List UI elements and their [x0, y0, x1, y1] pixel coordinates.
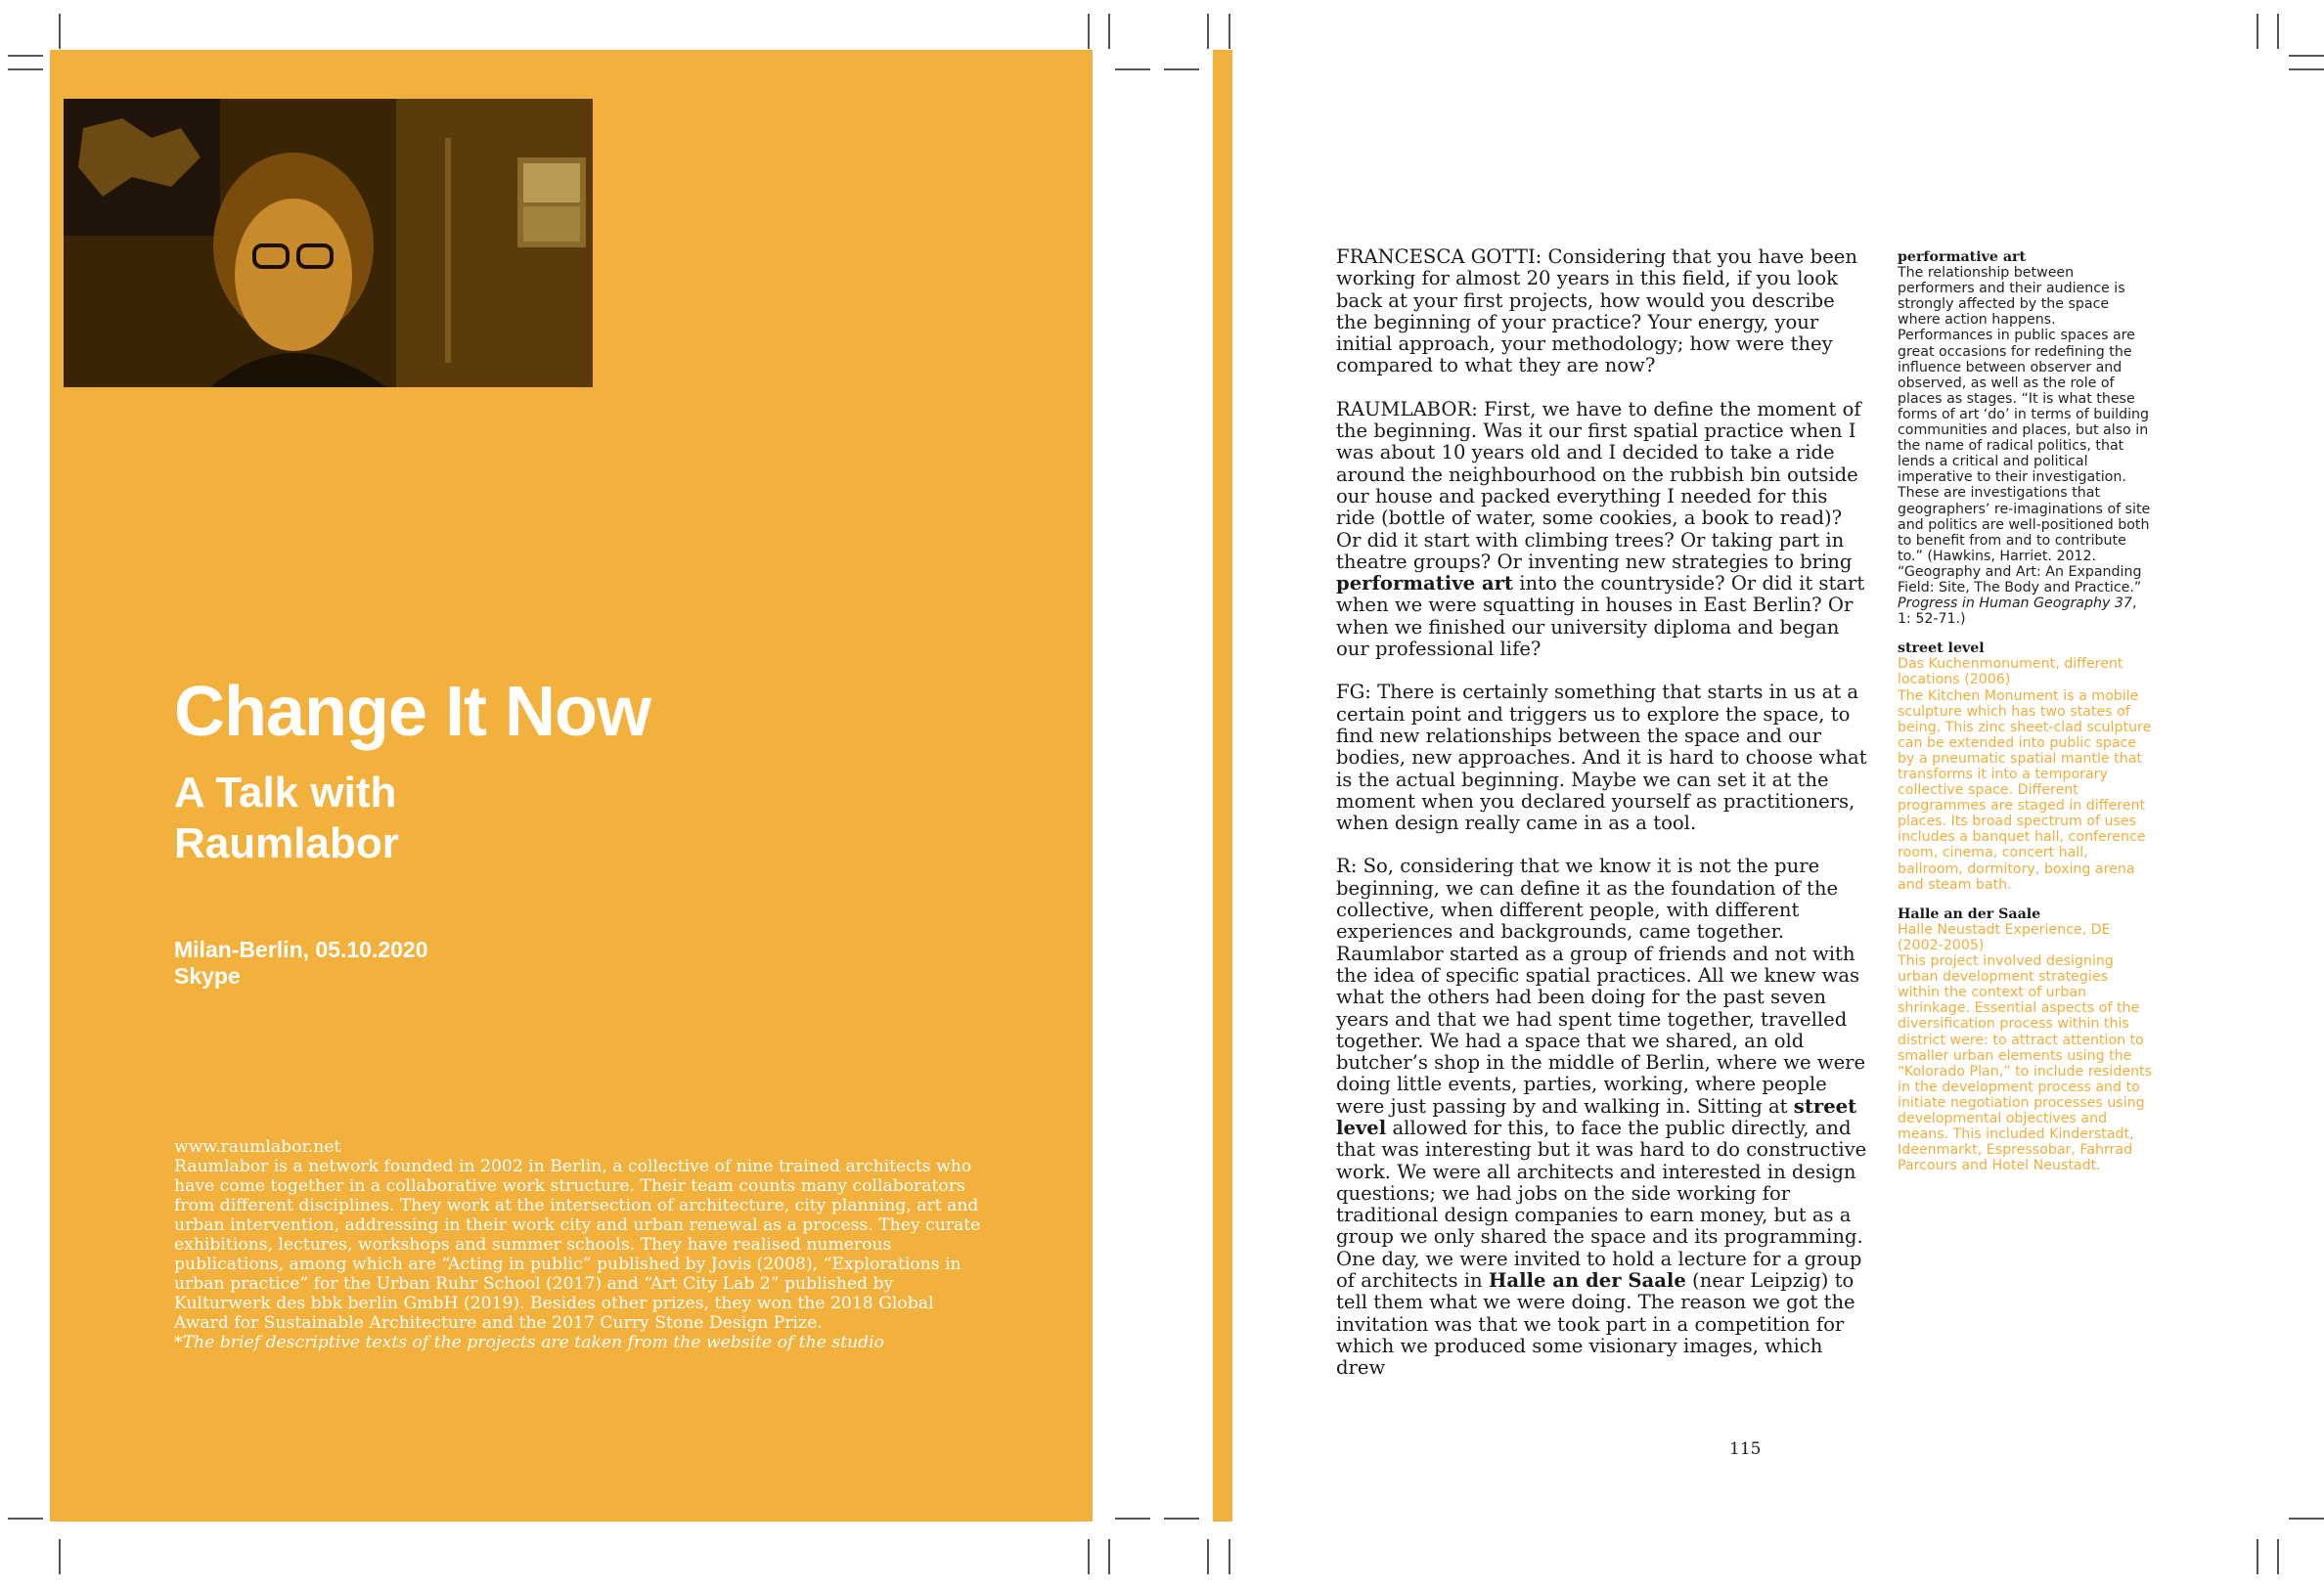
interview-meta	[174, 937, 428, 990]
crop-mark	[59, 1539, 61, 1574]
portrait-photo	[64, 99, 593, 387]
crop-mark	[1207, 14, 1209, 49]
crop-mark	[2289, 55, 2324, 57]
glossary-sidebar	[1898, 249, 2154, 1187]
crop-mark	[1108, 14, 1110, 49]
crop-mark	[1164, 1518, 1199, 1520]
glossary-entry	[1898, 906, 2154, 1174]
crop-mark	[2277, 14, 2279, 49]
crop-mark	[8, 55, 43, 57]
crop-mark	[1207, 1539, 1209, 1574]
crop-mark	[1229, 1539, 1230, 1574]
interview-paragraph: R: So, considering that we know it is not the pure beginning, we can define it as the foundation of the collective, when different people, with different experiences and backgrounds, came together. Raumlabor started as a group of friends and not with the idea of specific spatial practices. All we knew was what the others had been doing for the past seven years and that we had spent time together, travelled together. We had a space that we shared, an old butcher’s shop in the middle of Berlin, where we were doing little events, parties, working, where people were just passing by and walking in. Sitting at street level allowed for this, to face the public directly, and that was interesting but it was hard to do constructive work. We were all architects and interested in design questions; we had jobs on the side working for traditional design companies to earn money, but as a group we only shared the space and its programming. One day, we were invited to hold a lecture for a group of architects in Halle an der Saale (near Leipzig) to tell them what we were doing. The reason we got the invitation was that we took part in a competition for which we produced some visionary images, which drew	[1336, 855, 1867, 1380]
meta-date-place: Milan-Berlin, 05.10.2020	[174, 937, 428, 962]
crop-mark	[1115, 1518, 1150, 1520]
interview-paragraph: FRANCESCA GOTTI: Considering that you have been working for almost 20 years in this field, if you look back at your first projects, how would you describe the beginning of your practice? Your energy, your initial approach, your methodology; how were they compared to what they are now?	[1336, 245, 1857, 377]
interview-text	[1336, 246, 1872, 1401]
crop-mark	[2257, 1539, 2258, 1574]
crop-mark	[8, 68, 43, 70]
glossary-term: performative art	[1336, 572, 1513, 596]
glossary-entry-title: Halle an der Saale	[1898, 905, 2041, 922]
article-subtitle	[174, 768, 399, 869]
subtitle-line: Raumlabor	[174, 819, 399, 867]
glossary-entry-body: The relationship between performers and their audience is strongly affected by the space where action happens. Performances in public spaces are great occasions for redefining the influence between observer and observed, as well as the role of places as stages. “It is what these forms of art ‘do’ in terms of building communities and places, but also in the name of radical politics, that lends a critical and political imperative to their investigation. These are investigations that geographers’ re-imaginations of site and politics are well-positioned both to benefit from and to contribute to.” (Hawkins, Harriet. 2012. “Geography and Art: An Expanding Field: Site, The Body and Practice.” Progress in Human Geography 37, 1: 52-71.)	[1898, 265, 2151, 628]
crop-mark	[1088, 1539, 1090, 1574]
crop-mark	[1229, 14, 1230, 49]
meta-medium: Skype	[174, 963, 241, 989]
bio-text: Raumlabor is a network founded in 2002 in Berlin, a collective of nine trained architects who have come together in a collaborative work structure. Their team counts many collaborators from different disciplines. They work at the intersection of architecture, city planning, art and urban intervention, addressing in their work city and urban renewal as a process. They curate exhibitions, lectures, workshops and summer schools. They have realised numerous publications, among which are “Acting in public” published by Jovis (2008), “Explorations in urban practice” for the Urban Ruhr School (2017) and “Art City Lab 2” published by Kulturwerk des bbk berlin GmbH (2019). Besides other prizes, they won the 2018 Global Award for Sustainable Architecture and the 2017 Curry Stone Design Prize.	[174, 1157, 981, 1333]
crop-mark	[2277, 1539, 2279, 1574]
project-description: This project involved designing urban development strategies within the context of urban shrinkage. Essential aspects of the diversification process within this district were: to attract attention to smaller urban elements using the “Kolorado Plan,” to include residents in the development process and to initiate negotiation processes using developmental objectives and means. This included Kinderstadt, Ideenmarkt, Espressobar, Fahrrad Parcours and Hotel Neustadt.	[1898, 953, 2153, 1174]
crop-mark	[1108, 1539, 1110, 1574]
glossary-entry-title: street level	[1898, 640, 1985, 657]
glossary-entry	[1898, 640, 2154, 893]
crop-mark	[2289, 68, 2324, 70]
project-description: The Kitchen Monument is a mobile sculpture which has two states of being. This zinc sheet-clad sculpture can be extended into public space by a pneumatic spatial mantle that transforms it into a temporary collective space. Different programmes are staged in different places. Its broad spectrum of uses includes a banquet hall, conference room, cinema, concert hall, ballroom, dormitory, boxing arena and steam bath.	[1898, 687, 2152, 893]
crop-mark	[2257, 14, 2258, 49]
glossary-entry	[1898, 249, 2154, 627]
bio-note: *The brief descriptive texts of the projects are taken from the website of the studio	[174, 1333, 885, 1352]
crop-mark	[1088, 14, 1090, 49]
crop-mark	[2289, 1518, 2324, 1520]
glossary-entry-title: performative art	[1898, 249, 2027, 265]
project-subtitle: Halle Neustadt Experience, DE (2002-2005)	[1898, 921, 2111, 953]
crop-mark	[1115, 68, 1150, 70]
glossary-term: Halle an der Saale	[1488, 1269, 1686, 1293]
crop-mark	[59, 14, 61, 49]
crop-mark	[1164, 68, 1199, 70]
project-subtitle: Das Kuchenmonument, different locations (2006)	[1898, 656, 2123, 688]
page-number: 115	[1729, 1439, 1762, 1459]
bio-block	[174, 1137, 986, 1352]
article-title: Change It Now	[174, 673, 650, 751]
crop-mark	[8, 1518, 43, 1520]
interview-paragraph: FG: There is certainly something that starts in us at a certain point and triggers us to explore the space, to find new relationships between the space and our bodies, new approaches. And it is hard to choose what is the actual beginning. Maybe we can set it at the moment when you declared yourself as practitioners, when design really came in as a tool.	[1336, 681, 1867, 835]
subtitle-line: A Talk with	[174, 769, 397, 816]
glossary-term: street level	[1336, 1094, 1857, 1139]
portrait-illustration	[64, 99, 593, 387]
right-page-accent-strip	[1213, 50, 1232, 1522]
interview-paragraph: RAUMLABOR: First, we have to define the moment of the beginning. Was it our first spatial practice when I was about 10 years old and I decided to take a ride around the neighbourhood on the rubbish bin outside our house and packed everything I needed for this ride (bottle of water, some cookies, a book to read)? Or did it start with climbing trees? Or taking part in theatre groups? Or inventing new strategies to bring performative art into the countryside? Or did it start when we were squatting in houses in East Berlin? Or when we finished our university diploma and began our professional life?	[1336, 397, 1865, 661]
bio-url: www.raumlabor.net	[174, 1137, 341, 1157]
